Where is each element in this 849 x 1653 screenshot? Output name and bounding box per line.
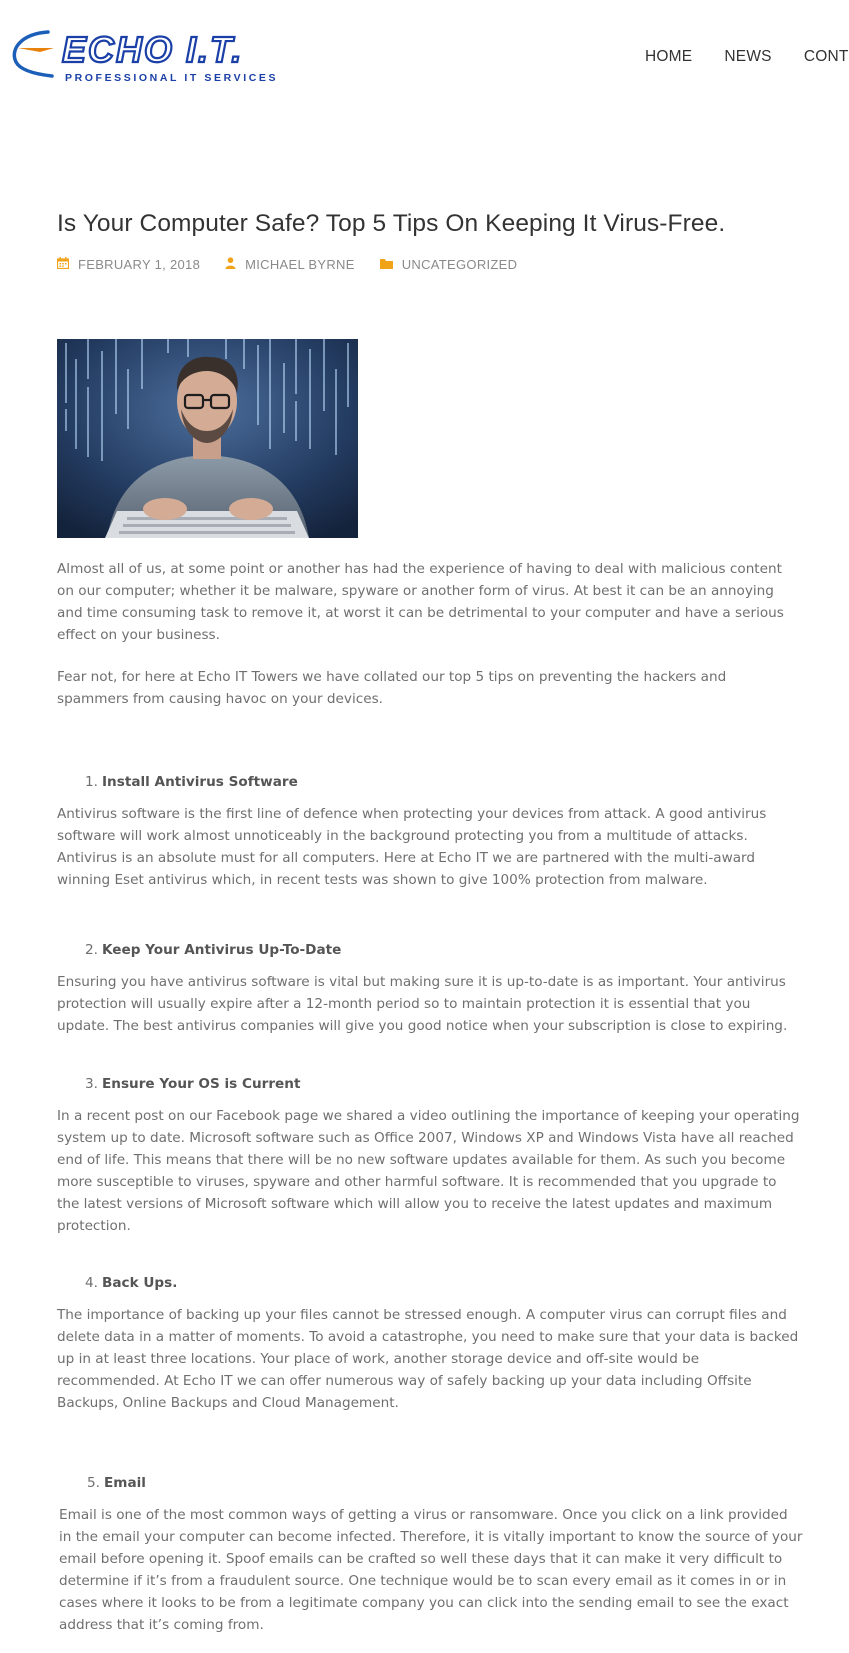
meta-category-text: UNCATEGORIZED (401, 257, 518, 272)
article-title: Is Your Computer Safe? Top 5 Tips On Keeping It Virus-Free. (57, 210, 726, 237)
tip-title: Keep Your Antivirus Up-To-Date (102, 942, 342, 958)
tip-heading-5 (84, 1472, 146, 1494)
tip-title: Back Ups. (102, 1275, 178, 1291)
tip-title: Email (104, 1475, 146, 1491)
article-header (57, 208, 802, 272)
meta-author[interactable] (225, 257, 355, 272)
tip-number: 3. (85, 1076, 98, 1092)
meta-author-text: MICHAEL BYRNE (245, 257, 355, 272)
logo-graphic (10, 26, 310, 90)
tip-text-3: In a recent post on our Facebook page we shared a video outlining the importance of keeping your operating system up to date. Microsoft software such as Office 2007, Windows XP and Windows Vista have all reached end of life. This means that there will be no new software updates available for them. As such you become more susceptible to viruses, spyware and other harmful software. It is recommended that you upgrade to the latest versions of Microsoft software which will allow you to receive the latest updates and maximum protection. (57, 1108, 800, 1234)
logo-tagline: PROFESSIONAL IT SERVICES (65, 72, 279, 84)
meta-date-text: FEBRUARY 1, 2018 (78, 257, 201, 272)
intro-paragraph-2: Fear not, for here at Echo IT Towers we have collated our top 5 tips on preventing the hackers and spammers from causing havoc on your devices. (57, 669, 727, 707)
main-nav (645, 46, 849, 66)
tip-number: 4. (85, 1275, 98, 1291)
tip-number: 5. (87, 1475, 100, 1491)
nav-news[interactable]: NEWS (724, 48, 772, 65)
calendar-icon (57, 257, 69, 272)
tip-heading-1 (82, 771, 298, 793)
meta-date[interactable] (57, 257, 200, 272)
tip-title: Install Antivirus Software (102, 774, 298, 790)
nav-contact[interactable]: CONT (803, 48, 849, 65)
tip-number: 2. (85, 942, 98, 958)
logo-wordmark: ECHO I.T. (62, 29, 244, 70)
tip-heading-3 (82, 1073, 300, 1095)
tip-number: 1. (85, 774, 98, 790)
hacker-illustration (57, 339, 358, 538)
tip-heading-4 (82, 1272, 177, 1294)
tip-text-5: Email is one of the most common ways of getting a virus or ransomware. Once you click on a link provided in the email your computer can become infected. Therefore, it is vitally important to know the source of your email before opening it. Spoof emails can be crafted so well these days that it can make it very difficult to determine if it’s from a fraudulent source. One technique would be to scan every email as it comes in or in cases where it looks to be from a legitimate company you can click into the sending email to see the exact address that it’s coming from. (59, 1507, 803, 1633)
folder-icon (380, 257, 393, 272)
echo-it-logo[interactable] (10, 26, 310, 90)
article-hero-image (57, 339, 358, 538)
user-icon (225, 257, 236, 272)
tip-text-1: Antivirus software is the first line of defence when protecting your devices from attack. A good antivirus software will work almost unnoticeably in the background protecting you from a multitude of attacks. Antivirus is an absolute must for all computers. Here at Echo IT we are partnered with the multi-award winning Eset antivirus which, in recent tests was shown to give 100% protection from malware. (57, 806, 767, 888)
tip-text-2: Ensuring you have antivirus software is vital but making sure it is up-to-date is as important. Your antivirus protection will usually expire after a 12-month period so to maintain protection it is essential that you update. The best antivirus companies will give you good notice when your subscription is close to expiring. (57, 974, 788, 1034)
tip-title: Ensure Your OS is Current (102, 1076, 301, 1092)
tip-heading-2 (82, 939, 341, 961)
site-header (0, 0, 849, 110)
nav-home[interactable]: HOME (645, 48, 693, 65)
tip-text-4: The importance of backing up your files cannot be stressed enough. A computer virus can corrupt files and delete data in a matter of moments. To avoid a catastrophe, you need to make sure that your data is backed up in at least three locations. Your place of work, another storage device and off-site would be recommended. At Echo IT we can offer numerous way of safely backing up your data including Offsite Backups, Online Backups and Cloud Management. (57, 1307, 799, 1411)
article-meta (57, 257, 802, 272)
intro-paragraph-1: Almost all of us, at some point or another has had the experience of having to deal with malicious content on our computer; whether it be malware, spyware or another form of virus. At best it can be an annoying and time consuming task to remove it, at worst it can be detrimental to your computer and have a serious effect on your business. (57, 561, 784, 643)
meta-category[interactable] (380, 257, 518, 272)
